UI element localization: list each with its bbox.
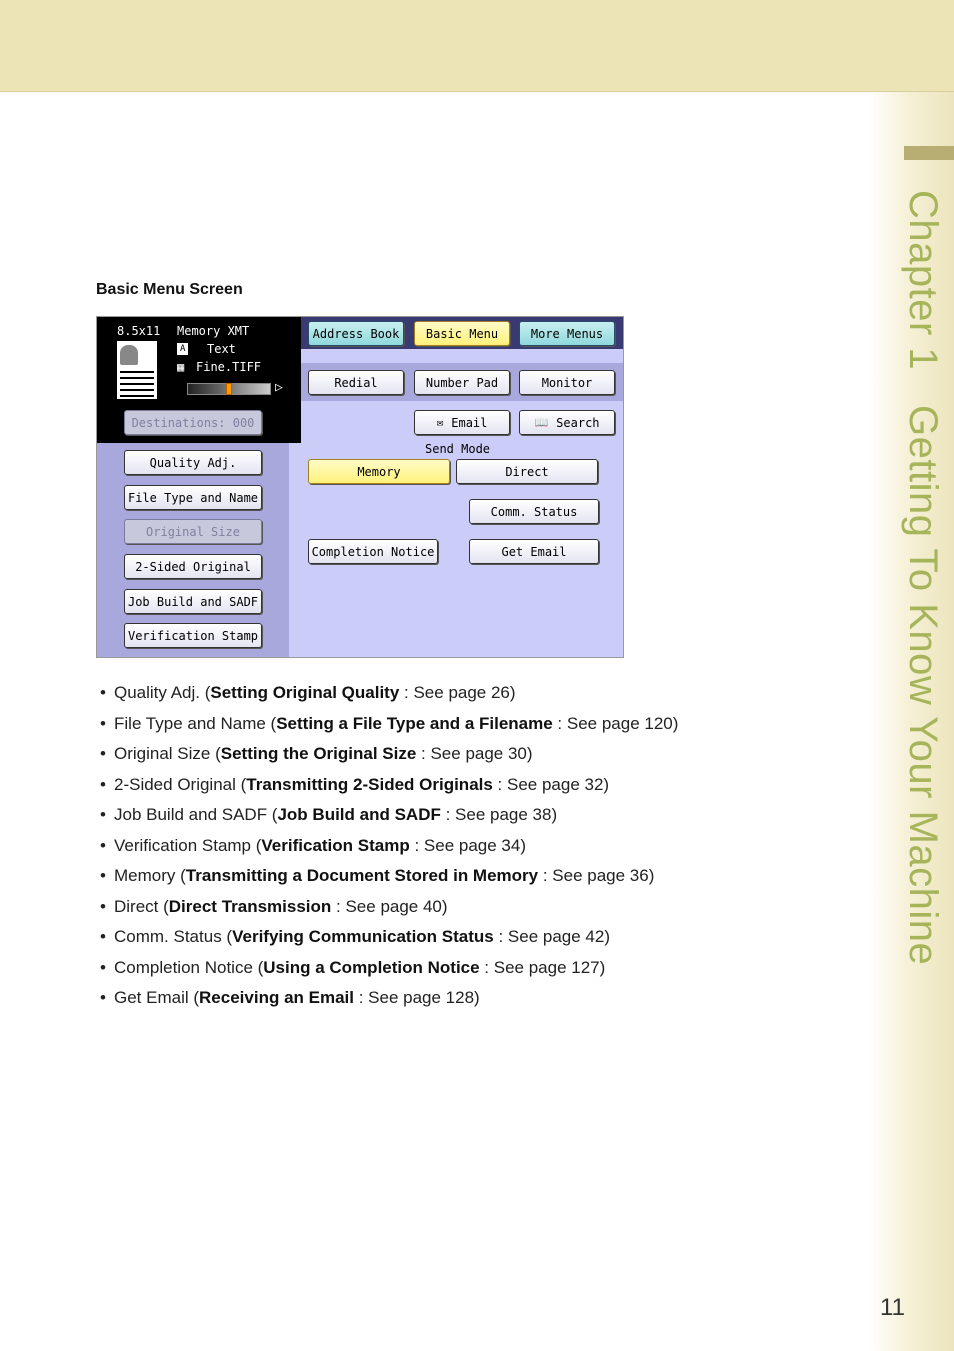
list-item: • 2-Sided Original (Transmitting 2-Sided Originals : See page 32) [100,774,610,794]
two-sided-original-button[interactable]: 2-Sided Original [124,554,262,579]
book-icon: 📖 [534,416,549,429]
original-size-button: Original Size [124,519,262,544]
chapter-label: Chapter 1 Getting To Know Your Machine [901,190,945,966]
tab-more-menus[interactable]: More Menus [519,321,615,346]
monitor-button[interactable]: Monitor [519,370,615,395]
paper-size: 8.5x11 [117,324,161,338]
search-button-label: Search [556,415,600,430]
list-item: • File Type and Name (Setting a File Type and a Filename : See page 120) [100,713,679,733]
header-band [0,0,954,92]
email-button-label: Email [451,415,488,430]
list-item: • Verification Stamp (Verification Stamp : See page 34) [100,835,526,855]
page-number: 11 [880,1294,905,1321]
file-type-and-name-button[interactable]: File Type and Name [124,485,262,510]
tab-address-book[interactable]: Address Book [308,321,404,346]
list-item: • Comm. Status (Verifying Communication Status : See page 42) [100,927,611,946]
text-mode-label: Text [207,342,236,356]
slider-right-arrow-icon[interactable]: ▷ [275,380,283,395]
job-build-and-sadf-button[interactable]: Job Build and SADF [124,589,262,614]
basic-menu-screenshot [96,316,624,658]
memory-button[interactable]: Memory [308,459,450,484]
density-slider-knob[interactable] [226,383,232,395]
file-type: Fine.TIFF [196,360,262,374]
status-area-edge [289,317,301,443]
feature-reference-list [100,678,860,1014]
envelope-icon: ✉ [436,416,444,429]
verification-stamp-button[interactable]: Verification Stamp [124,623,262,648]
tab-basic-menu[interactable]: Basic Menu [414,321,510,346]
list-item: • Original Size (Setting the Original Size : See page 30) [100,744,533,763]
density-slider[interactable] [187,383,271,395]
document-thumbnail-icon [117,341,157,399]
search-button[interactable] [519,410,615,435]
transmit-mode: Memory XMT [177,324,250,338]
number-pad-button[interactable]: Number Pad [414,370,510,395]
destinations-button: Destinations: 000 [124,410,262,435]
status-area [97,317,289,443]
chapter-marker-bar [904,146,954,160]
section-title: Basic Menu Screen [96,281,243,298]
email-button[interactable] [414,410,510,435]
direct-button[interactable]: Direct [456,459,598,484]
send-mode-label: Send Mode [425,442,491,456]
completion-notice-button[interactable]: Completion Notice [308,539,438,564]
get-email-button[interactable]: Get Email [469,539,599,564]
grid-icon: ▦ [177,360,185,374]
quality-adj-button[interactable]: Quality Adj. [124,450,262,475]
text-mode-icon: A [177,343,188,355]
list-item: • Job Build and SADF (Job Build and SADF : See page 38) [100,805,558,824]
list-item: • Get Email (Receiving an Email : See page 128) [100,988,480,1007]
list-item: • Completion Notice (Using a Completion Notice : See page 127) [100,957,606,977]
redial-button[interactable]: Redial [308,370,404,395]
list-item: • Memory (Transmitting a Document Stored in Memory : See page 36) [100,866,655,885]
list-item: • Quality Adj. (Setting Original Quality : See page 26) [100,683,516,702]
comm-status-button[interactable]: Comm. Status [469,499,599,524]
list-item: • Direct (Direct Transmission : See page 40) [100,896,448,916]
